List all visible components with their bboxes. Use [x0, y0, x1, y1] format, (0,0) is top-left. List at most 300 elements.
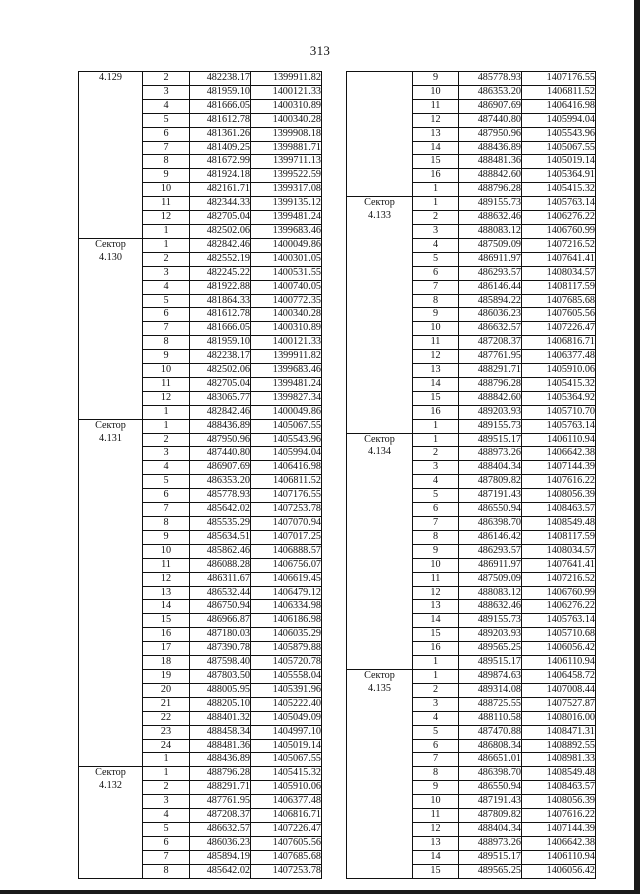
y-coordinate: 1406377.48 [251, 795, 322, 809]
x-coordinate: 487191.43 [459, 489, 522, 503]
point-number: 15 [413, 391, 459, 405]
table-row [79, 767, 322, 781]
y-coordinate: 1408463.57 [522, 503, 596, 517]
point-number: 4 [413, 711, 459, 725]
sector-label: Сектор 4.134 [347, 433, 413, 669]
x-coordinate: 488083.12 [459, 586, 522, 600]
x-coordinate: 483065.77 [190, 391, 251, 405]
y-coordinate: 1408471.31 [522, 725, 596, 739]
sector-label: Сектор 4.132 [79, 767, 143, 878]
x-coordinate: 487509.09 [459, 238, 522, 252]
x-coordinate: 486353.20 [190, 475, 251, 489]
x-coordinate: 481959.10 [190, 85, 251, 99]
y-coordinate: 1406416.98 [251, 461, 322, 475]
x-coordinate: 482552.19 [190, 252, 251, 266]
point-number: 4 [143, 99, 190, 113]
point-number: 8 [413, 530, 459, 544]
point-number: 6 [143, 127, 190, 141]
point-number: 3 [143, 447, 190, 461]
x-coordinate: 486088.28 [190, 558, 251, 572]
x-coordinate: 488005.95 [190, 683, 251, 697]
point-number: 17 [143, 642, 190, 656]
point-number: 18 [143, 656, 190, 670]
y-coordinate: 1408463.57 [522, 781, 596, 795]
x-coordinate: 487509.09 [459, 572, 522, 586]
y-coordinate: 1400531.55 [251, 266, 322, 280]
y-coordinate: 1406816.71 [251, 809, 322, 823]
sector-label: Сектор 4.131 [79, 419, 143, 767]
point-number: 14 [413, 377, 459, 391]
y-coordinate: 1405558.04 [251, 669, 322, 683]
x-coordinate: 489155.73 [459, 614, 522, 628]
x-coordinate: 481666.05 [190, 322, 251, 336]
point-number: 2 [143, 781, 190, 795]
point-number: 10 [143, 544, 190, 558]
x-coordinate: 482238.17 [190, 350, 251, 364]
y-coordinate: 1406416.98 [522, 99, 596, 113]
point-number: 4 [413, 238, 459, 252]
point-number: 7 [143, 141, 190, 155]
y-coordinate: 1405067.55 [251, 753, 322, 767]
x-coordinate: 487470.88 [459, 725, 522, 739]
x-coordinate: 486036.23 [190, 836, 251, 850]
y-coordinate: 1405763.14 [522, 419, 596, 433]
y-coordinate: 1406760.99 [522, 224, 596, 238]
point-number: 3 [143, 266, 190, 280]
y-coordinate: 1405067.55 [251, 419, 322, 433]
y-coordinate: 1405222.40 [251, 697, 322, 711]
point-number: 9 [143, 350, 190, 364]
y-coordinate: 1406811.52 [522, 85, 596, 99]
y-coordinate: 1407176.55 [522, 72, 596, 86]
point-number: 1 [413, 183, 459, 197]
point-number: 16 [143, 628, 190, 642]
y-coordinate: 1405415.32 [522, 183, 596, 197]
point-number: 2 [143, 252, 190, 266]
y-coordinate: 1400340.28 [251, 113, 322, 127]
x-coordinate: 487950.96 [190, 433, 251, 447]
point-number: 2 [143, 72, 190, 86]
point-number: 9 [413, 308, 459, 322]
y-coordinate: 1399911.82 [251, 72, 322, 86]
x-coordinate: 488458.34 [190, 725, 251, 739]
y-coordinate: 1407216.52 [522, 238, 596, 252]
x-coordinate: 485634.51 [190, 530, 251, 544]
y-coordinate: 1407253.78 [251, 503, 322, 517]
point-number: 1 [413, 656, 459, 670]
x-coordinate: 487598.40 [190, 656, 251, 670]
point-number: 8 [143, 336, 190, 350]
y-coordinate: 1405720.78 [251, 656, 322, 670]
point-number: 4 [143, 809, 190, 823]
point-number: 5 [143, 294, 190, 308]
point-number: 5 [143, 475, 190, 489]
x-coordinate: 486293.57 [459, 266, 522, 280]
point-number: 16 [413, 169, 459, 183]
point-number: 11 [143, 558, 190, 572]
sector-label: Сектор 4.133 [347, 197, 413, 433]
x-coordinate: 486550.94 [459, 781, 522, 795]
x-coordinate: 485778.93 [190, 489, 251, 503]
point-number: 7 [143, 503, 190, 517]
x-coordinate: 487803.50 [190, 669, 251, 683]
x-coordinate: 482245.22 [190, 266, 251, 280]
point-number: 3 [143, 795, 190, 809]
y-coordinate: 1405710.70 [522, 405, 596, 419]
x-coordinate: 489874.63 [459, 669, 522, 683]
x-coordinate: 488404.34 [459, 461, 522, 475]
x-coordinate: 489515.17 [459, 850, 522, 864]
point-number: 6 [143, 836, 190, 850]
y-coordinate: 1408034.57 [522, 544, 596, 558]
x-coordinate: 487208.37 [190, 809, 251, 823]
y-coordinate: 1400310.89 [251, 99, 322, 113]
point-number: 1 [413, 419, 459, 433]
y-coordinate: 1399522.59 [251, 169, 322, 183]
y-coordinate: 1405049.09 [251, 711, 322, 725]
table-row [79, 72, 322, 86]
x-coordinate: 486907.69 [459, 99, 522, 113]
x-coordinate: 489203.93 [459, 405, 522, 419]
point-number: 2 [413, 683, 459, 697]
point-number: 2 [143, 433, 190, 447]
y-coordinate: 1407616.22 [522, 809, 596, 823]
point-number: 6 [143, 489, 190, 503]
x-coordinate: 487208.37 [459, 336, 522, 350]
x-coordinate: 488973.26 [459, 447, 522, 461]
x-coordinate: 485862.46 [190, 544, 251, 558]
point-number: 5 [143, 113, 190, 127]
y-coordinate: 1407527.87 [522, 697, 596, 711]
point-number: 1 [413, 197, 459, 211]
y-coordinate: 1406035.29 [251, 628, 322, 642]
y-coordinate: 1406619.45 [251, 572, 322, 586]
point-number: 19 [143, 669, 190, 683]
x-coordinate: 482842.46 [190, 238, 251, 252]
point-number: 10 [413, 558, 459, 572]
point-number: 3 [143, 85, 190, 99]
y-coordinate: 1406816.71 [522, 336, 596, 350]
x-coordinate: 482842.46 [190, 405, 251, 419]
y-coordinate: 1405543.96 [251, 433, 322, 447]
y-coordinate: 1405710.68 [522, 628, 596, 642]
point-number: 2 [413, 447, 459, 461]
y-coordinate: 1406056.42 [522, 864, 596, 878]
x-coordinate: 488796.28 [190, 767, 251, 781]
y-coordinate: 1405994.04 [522, 113, 596, 127]
y-coordinate: 1408981.33 [522, 753, 596, 767]
table-row [347, 669, 596, 683]
x-coordinate: 489314.08 [459, 683, 522, 697]
y-coordinate: 1400301.05 [251, 252, 322, 266]
x-coordinate: 485642.02 [190, 864, 251, 878]
x-coordinate: 488083.12 [459, 224, 522, 238]
y-coordinate: 1399135.12 [251, 197, 322, 211]
x-coordinate: 486398.70 [459, 517, 522, 531]
x-coordinate: 481924.18 [190, 169, 251, 183]
y-coordinate: 1407176.55 [251, 489, 322, 503]
y-coordinate: 1406110.94 [522, 850, 596, 864]
point-number: 8 [143, 155, 190, 169]
sector-label [347, 72, 413, 197]
point-number: 1 [143, 238, 190, 252]
point-number: 14 [413, 614, 459, 628]
point-number: 10 [143, 183, 190, 197]
x-coordinate: 487950.96 [459, 127, 522, 141]
point-number: 10 [413, 322, 459, 336]
point-number: 4 [143, 280, 190, 294]
y-coordinate: 1408117.59 [522, 530, 596, 544]
y-coordinate: 1405910.06 [522, 364, 596, 378]
point-number: 7 [413, 517, 459, 531]
x-coordinate: 487809.82 [459, 475, 522, 489]
point-number: 15 [413, 628, 459, 642]
y-coordinate: 1405415.32 [522, 377, 596, 391]
y-coordinate: 1408056.39 [522, 795, 596, 809]
point-number: 10 [413, 795, 459, 809]
point-number: 1 [143, 753, 190, 767]
point-number: 5 [413, 725, 459, 739]
point-number: 12 [413, 113, 459, 127]
y-coordinate: 1406334.98 [251, 600, 322, 614]
point-number: 3 [413, 461, 459, 475]
x-coordinate: 488291.71 [190, 781, 251, 795]
x-coordinate: 486750.94 [190, 600, 251, 614]
y-coordinate: 1400049.86 [251, 405, 322, 419]
x-coordinate: 486532.44 [190, 586, 251, 600]
point-number: 10 [143, 364, 190, 378]
point-number: 14 [143, 600, 190, 614]
y-coordinate: 1405994.04 [251, 447, 322, 461]
x-coordinate: 488796.28 [459, 377, 522, 391]
x-coordinate: 488725.55 [459, 697, 522, 711]
point-number: 11 [143, 377, 190, 391]
x-coordinate: 481959.10 [190, 336, 251, 350]
x-coordinate: 486550.94 [459, 503, 522, 517]
x-coordinate: 486632.57 [190, 822, 251, 836]
x-coordinate: 486398.70 [459, 767, 522, 781]
x-coordinate: 488436.89 [190, 753, 251, 767]
x-coordinate: 481672.99 [190, 155, 251, 169]
x-coordinate: 489515.17 [459, 656, 522, 670]
point-number: 21 [143, 697, 190, 711]
x-coordinate: 489155.73 [459, 419, 522, 433]
y-coordinate: 1399711.13 [251, 155, 322, 169]
y-coordinate: 1405364.91 [522, 169, 596, 183]
y-coordinate: 1406642.38 [522, 447, 596, 461]
x-coordinate: 487761.95 [190, 795, 251, 809]
x-coordinate: 482705.04 [190, 211, 251, 225]
x-coordinate: 489565.25 [459, 864, 522, 878]
point-number: 13 [413, 127, 459, 141]
y-coordinate: 1406110.94 [522, 656, 596, 670]
point-number: 9 [143, 169, 190, 183]
sector-label: Сектор 4.135 [347, 669, 413, 878]
sector-label: Сектор 4.130 [79, 238, 143, 419]
x-coordinate: 488401.32 [190, 711, 251, 725]
x-coordinate: 486966.87 [190, 614, 251, 628]
point-number: 4 [143, 461, 190, 475]
y-coordinate: 1405763.14 [522, 614, 596, 628]
x-coordinate: 487440.80 [190, 447, 251, 461]
y-coordinate: 1405019.14 [251, 739, 322, 753]
x-coordinate: 481612.78 [190, 308, 251, 322]
x-coordinate: 485894.19 [190, 850, 251, 864]
point-number: 14 [413, 850, 459, 864]
y-coordinate: 1405543.96 [522, 127, 596, 141]
x-coordinate: 488481.36 [190, 739, 251, 753]
x-coordinate: 486651.01 [459, 753, 522, 767]
table-row [347, 197, 596, 211]
x-coordinate: 488842.60 [459, 169, 522, 183]
x-coordinate: 488842.60 [459, 391, 522, 405]
point-number: 8 [143, 864, 190, 878]
y-coordinate: 1407641.41 [522, 252, 596, 266]
x-coordinate: 481361.26 [190, 127, 251, 141]
scan-edge-right [634, 0, 640, 894]
y-coordinate: 1399481.24 [251, 377, 322, 391]
x-coordinate: 482161.71 [190, 183, 251, 197]
x-coordinate: 485642.02 [190, 503, 251, 517]
y-coordinate: 1408549.48 [522, 517, 596, 531]
y-coordinate: 1400121.33 [251, 336, 322, 350]
y-coordinate: 1405415.32 [251, 767, 322, 781]
x-coordinate: 486311.67 [190, 572, 251, 586]
point-number: 8 [413, 767, 459, 781]
point-number: 3 [413, 697, 459, 711]
point-number: 20 [143, 683, 190, 697]
y-coordinate: 1407226.47 [251, 822, 322, 836]
x-coordinate: 486632.57 [459, 322, 522, 336]
point-number: 12 [143, 572, 190, 586]
x-coordinate: 487180.03 [190, 628, 251, 642]
scan-edge-bottom [0, 890, 640, 894]
x-coordinate: 485535.29 [190, 517, 251, 531]
y-coordinate: 1407144.39 [522, 822, 596, 836]
y-coordinate: 1399827.34 [251, 391, 322, 405]
point-number: 13 [413, 600, 459, 614]
y-coordinate: 1408892.55 [522, 739, 596, 753]
point-number: 1 [143, 767, 190, 781]
point-number: 13 [413, 836, 459, 850]
y-coordinate: 1405019.14 [522, 155, 596, 169]
x-coordinate: 488632.46 [459, 600, 522, 614]
x-coordinate: 485778.93 [459, 72, 522, 86]
point-number: 7 [143, 322, 190, 336]
x-coordinate: 486911.97 [459, 252, 522, 266]
table-row [347, 72, 596, 86]
x-coordinate: 488110.58 [459, 711, 522, 725]
x-coordinate: 487191.43 [459, 795, 522, 809]
y-coordinate: 1407616.22 [522, 475, 596, 489]
y-coordinate: 1407605.56 [522, 308, 596, 322]
x-coordinate: 488796.28 [459, 183, 522, 197]
point-number: 15 [413, 155, 459, 169]
x-coordinate: 486146.42 [459, 530, 522, 544]
y-coordinate: 1408056.39 [522, 489, 596, 503]
x-coordinate: 488404.34 [459, 822, 522, 836]
x-coordinate: 482238.17 [190, 72, 251, 86]
x-coordinate: 489515.17 [459, 433, 522, 447]
x-coordinate: 481612.78 [190, 113, 251, 127]
point-number: 12 [413, 822, 459, 836]
y-coordinate: 1400772.35 [251, 294, 322, 308]
x-coordinate: 481864.33 [190, 294, 251, 308]
x-coordinate: 485894.22 [459, 294, 522, 308]
y-coordinate: 1408117.59 [522, 280, 596, 294]
x-coordinate: 482502.06 [190, 364, 251, 378]
point-number: 15 [143, 614, 190, 628]
point-number: 8 [143, 517, 190, 531]
point-number: 23 [143, 725, 190, 739]
x-coordinate: 487440.80 [459, 113, 522, 127]
x-coordinate: 488973.26 [459, 836, 522, 850]
y-coordinate: 1399683.46 [251, 224, 322, 238]
page-number: 313 [309, 43, 331, 58]
point-number: 9 [143, 530, 190, 544]
y-coordinate: 1407070.94 [251, 517, 322, 531]
y-coordinate: 1406276.22 [522, 211, 596, 225]
x-coordinate: 487761.95 [459, 350, 522, 364]
point-number: 9 [413, 781, 459, 795]
y-coordinate: 1399683.46 [251, 364, 322, 378]
point-number: 8 [413, 294, 459, 308]
coordinates-table-left [78, 71, 322, 879]
y-coordinate: 1400310.89 [251, 322, 322, 336]
y-coordinate: 1405067.55 [522, 141, 596, 155]
x-coordinate: 489203.93 [459, 628, 522, 642]
point-number: 1 [143, 419, 190, 433]
coordinates-table-right [346, 71, 596, 879]
y-coordinate: 1399911.82 [251, 350, 322, 364]
x-coordinate: 488481.36 [459, 155, 522, 169]
x-coordinate: 482344.33 [190, 197, 251, 211]
point-number: 7 [413, 280, 459, 294]
x-coordinate: 488436.89 [459, 141, 522, 155]
sector-label: 4.129 [79, 72, 143, 239]
point-number: 3 [413, 224, 459, 238]
x-coordinate: 487390.78 [190, 642, 251, 656]
point-number: 11 [413, 99, 459, 113]
y-coordinate: 1407685.68 [522, 294, 596, 308]
point-number: 22 [143, 711, 190, 725]
point-number: 1 [413, 433, 459, 447]
y-coordinate: 1407008.44 [522, 683, 596, 697]
point-number: 10 [413, 85, 459, 99]
x-coordinate: 489565.25 [459, 642, 522, 656]
point-number: 5 [413, 252, 459, 266]
y-coordinate: 1407641.41 [522, 558, 596, 572]
x-coordinate: 486808.34 [459, 739, 522, 753]
point-number: 13 [413, 364, 459, 378]
y-coordinate: 1406056.42 [522, 642, 596, 656]
y-coordinate: 1406110.94 [522, 433, 596, 447]
y-coordinate: 1406377.48 [522, 350, 596, 364]
y-coordinate: 1408549.48 [522, 767, 596, 781]
y-coordinate: 1406276.22 [522, 600, 596, 614]
point-number: 5 [413, 489, 459, 503]
table-row [79, 238, 322, 252]
x-coordinate: 488205.10 [190, 697, 251, 711]
point-number: 15 [413, 864, 459, 878]
point-number: 7 [143, 850, 190, 864]
point-number: 6 [143, 308, 190, 322]
y-coordinate: 1407144.39 [522, 461, 596, 475]
table-row [79, 419, 322, 433]
y-coordinate: 1406479.12 [251, 586, 322, 600]
y-coordinate: 1405910.06 [251, 781, 322, 795]
x-coordinate: 488291.71 [459, 364, 522, 378]
